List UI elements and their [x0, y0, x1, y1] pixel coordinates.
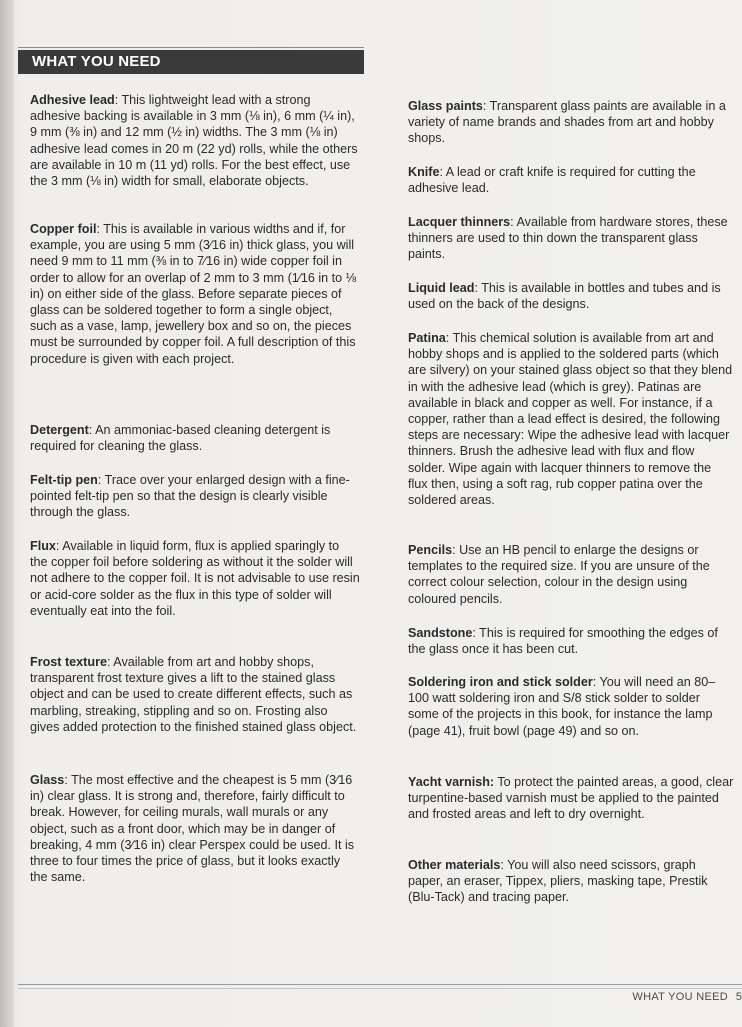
entry-flux	[30, 538, 360, 619]
entry-text: : This is required for smoothing the edges of the glass once it has been cut.	[408, 626, 718, 657]
entry-term: Yacht varnish:	[408, 775, 495, 789]
entry-text: : The most effective and the cheapest is 5 mm (3⁄16 in) clear glass. It is strong and, therefore, fairly difficult to break. However, for ceiling murals, wall murals or any object, such as a front door, which may be in danger of breaking, 4 mm (3⁄16 in) clear Perspex could be used. It is three to four times the price of glass, but it looks exactly the same.	[30, 773, 355, 885]
page-number: 5	[735, 991, 742, 1003]
entry-term: Sandstone	[408, 626, 473, 640]
entry-term: Detergent	[30, 423, 89, 437]
running-footer: WHAT YOU NEED	[632, 991, 728, 1003]
entry-term: Other materials	[408, 858, 501, 872]
entry-adhesive-lead	[30, 92, 360, 189]
entry-copper-foil	[30, 221, 360, 367]
entry-other-materials	[408, 857, 734, 906]
entry-term: Lacquer thinners	[408, 215, 511, 229]
section-header	[18, 50, 364, 74]
entry-patina	[408, 330, 734, 508]
entry-glass	[30, 772, 360, 885]
entry-liquid-lead	[408, 280, 734, 312]
entry-text: : An ammoniac-based cleaning detergent is required for cleaning the glass.	[30, 423, 331, 454]
entry-term: Knife	[408, 165, 440, 179]
entry-term: Frost texture	[30, 655, 107, 669]
entry-text: : Trace over your enlarged design with a fine-pointed felt-tip pen so that the design is clearly visible through the glass.	[30, 473, 350, 520]
entry-text: : This is available in bottles and tubes and is used on the back of the designs.	[408, 281, 721, 312]
entry-text: : Available from art and hobby shops, transparent frost texture gives a lift to the stained glass object and can be used to create different effects, such as marbling, streaking, stippling and so on. Frosting also gives added protection to the finished stained glass object.	[30, 655, 357, 734]
entry-text: : This chemical solution is available from art and hobby shops and is applied to the soldered parts (which are silvery) on your stained glass object so that they blend in with the adhesive lead (which is grey). Patinas are available in black and copper as well. For instance, if a copper, rather than a lead effect is desired, the following steps are necessary: Wipe the adhesive lead with lacquer thinners. Brush the adhesive lead with flux and flow solder. Wipe again with lacquer thinners to remove the flux then, using a soft rag, rub copper patina over the soldered areas.	[408, 331, 733, 508]
entry-text: : Use an HB pencil to enlarge the designs or templates to the required size. If you are unsure of the correct colour selection, colour in the design using coloured pencils.	[408, 543, 710, 606]
entry-text: : This lightweight lead with a strong adhesive backing is available in 3 mm (⅛ in), 6 mm (¼ in), 9 mm (⅜ in) and 12 mm (½ in) widths. The 3 mm (⅛ in) adhesive lead comes in 20 m (22 yd) rolls, while the others are available in 10 m (11 yd) rolls. For the best effect, use the 3 mm (⅛ in) width for small, elaborate objects.	[30, 93, 358, 189]
entry-term: Adhesive lead	[30, 93, 115, 107]
entry-term: Liquid lead	[408, 281, 475, 295]
header-rule	[18, 47, 364, 48]
entry-term: Pencils	[408, 543, 453, 557]
entry-text: : You will need an 80–100 watt soldering iron and S/8 stick solder to solder some of the projects in this book, for instance the lamp (page 41), fruit bowl (page 49) and so on.	[408, 675, 716, 738]
entry-felt-tip-pen	[30, 472, 360, 521]
entry-text: : Transparent glass paints are available in a variety of name brands and shades from art and hobby shops.	[408, 99, 726, 146]
entry-text: : Available from hardware stores, these thinners are used to thin down the transparent glass paints.	[408, 215, 728, 262]
entry-yacht-varnish	[408, 774, 734, 823]
entry-text: : A lead or craft knife is required for cutting the adhesive lead.	[408, 165, 696, 196]
entry-glass-paints	[408, 98, 734, 147]
entry-text: To protect the painted areas, a good, clear turpentine-based varnish must be applied to the painted and frosted areas and left to dry overnight.	[408, 775, 734, 822]
entry-text: : Available in liquid form, flux is applied sparingly to the copper foil before soldering as without it the solder will not adhere to the copper foil. It is not advisable to use resin or acid-core solder as the flux in this type of solder will eventually eat into the foil.	[30, 539, 360, 618]
entry-term: Copper foil	[30, 222, 97, 236]
entry-text: : This is available in various widths and if, for example, you are using 5 mm (3⁄16 in) thick glass, you will need 9 mm to 11 mm (⅜ in to 7⁄16 in) wide copper foil in order to allow for an overlap of 2 mm to 3 mm (1⁄16 in to ⅛ in) on either side of the glass. Before separate pieces of glass can be soldered together to form a single object, such as a vase, lamp, jewellery box and so on, the pieces must be surrounded by copper foil. A full description of this procedure is given with each project.	[30, 222, 357, 366]
entry-term: Flux	[30, 539, 56, 553]
entry-lacquer-thinners	[408, 214, 734, 263]
footer-rule-secondary	[18, 988, 742, 989]
entry-soldering-iron	[408, 674, 734, 739]
entry-detergent	[30, 422, 360, 454]
entry-term: Glass	[30, 773, 65, 787]
entry-term: Glass paints	[408, 99, 483, 113]
footer-rule	[18, 984, 742, 985]
page-binding-shadow	[0, 0, 14, 1027]
section-title: WHAT YOU NEED	[32, 53, 161, 70]
entry-text: : You will also need scissors, graph paper, an eraser, Tippex, pliers, masking tape, Prestik (Blu-Tack) and tracing paper.	[408, 858, 708, 905]
entry-knife	[408, 164, 734, 196]
entry-term: Patina	[408, 331, 446, 345]
entry-term: Soldering iron and stick solder	[408, 675, 593, 689]
entry-term: Felt-tip pen	[30, 473, 98, 487]
entry-sandstone	[408, 625, 734, 657]
entry-pencils	[408, 542, 734, 607]
entry-frost-texture	[30, 654, 360, 735]
